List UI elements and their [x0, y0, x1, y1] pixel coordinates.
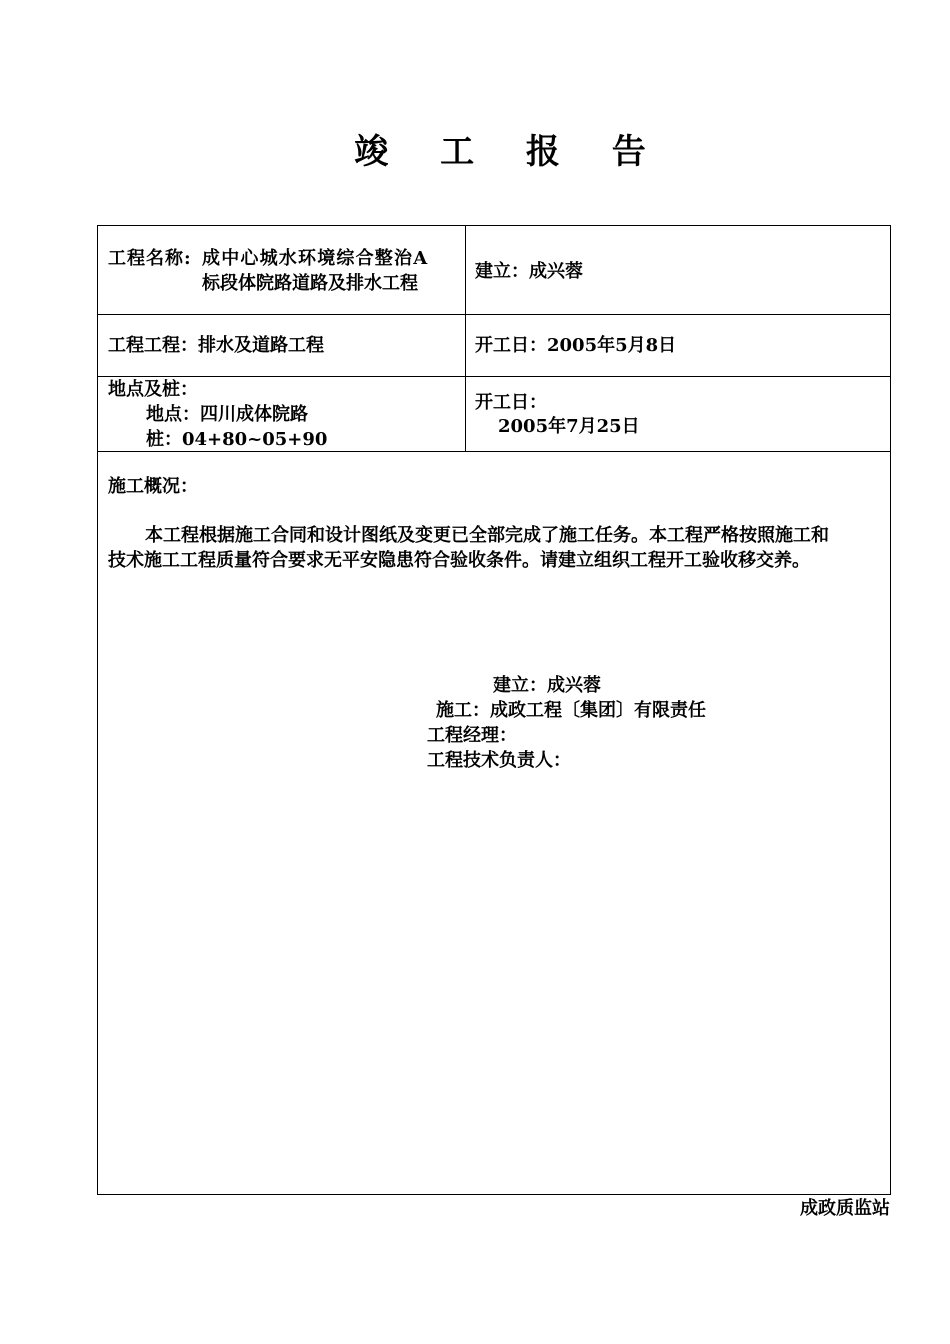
end-date-label: 开工日： [475, 392, 547, 413]
overview-line2: 技术施工工程质量符合要求无平安隐患符合验收条件。请建立组织工程开工验收移交养。 [108, 550, 810, 571]
project-name-label: 工程名称: [108, 248, 192, 269]
end-date: 2005年7月25日 [498, 416, 640, 437]
supervisor-cell: 建立：成兴蓉 [475, 261, 583, 282]
overview-line1: 本工程根据施工合同和设计图纸及变更已全部完成了施工任务。本工程严格按照施工和 [145, 525, 829, 546]
signature-manager: 工程经理： [427, 725, 517, 746]
report-table [97, 225, 891, 1195]
stake-range: 桩：04+80~05+90 [146, 429, 328, 450]
footer-organization: 成政质监站 [800, 1198, 890, 1219]
location-label: 地点及桩： [108, 379, 198, 400]
overview-label: 施工概况： [108, 476, 198, 497]
signature-contractor: 施工：成政工程〔集团〕有限责任 [436, 700, 706, 721]
signature-tech-lead: 工程技术负责人： [427, 750, 571, 771]
row-divider-1 [98, 314, 890, 315]
row-divider-2 [98, 376, 890, 377]
column-divider [465, 226, 466, 451]
signature-supervisor: 建立：成兴蓉 [493, 675, 601, 696]
project-name-line2: 标段体院路道路及排水工程 [202, 273, 418, 294]
document-title: 竣 工 报 告 [354, 132, 666, 172]
start-date: 开工日：2005年5月8日 [475, 335, 677, 356]
location-value: 地点：四川成体院路 [146, 404, 308, 425]
project-type: 工程工程：排水及道路工程 [108, 335, 324, 356]
project-name-line1: 成中心城水环境综合整治A [202, 248, 429, 269]
